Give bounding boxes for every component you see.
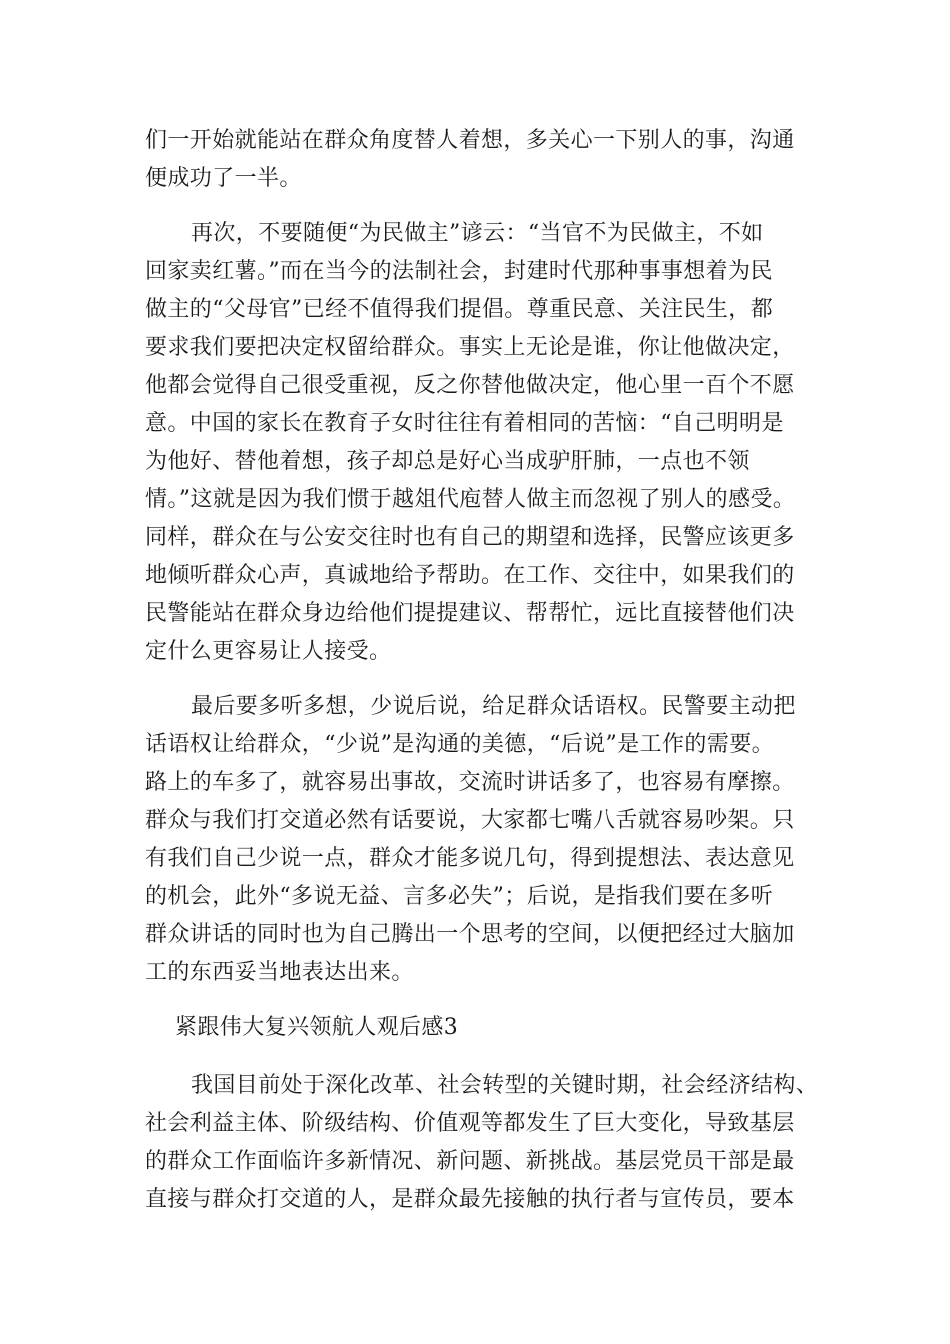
text-line: 们一开始就能站在群众角度替人着想，多关心一下别人的事，沟通 bbox=[145, 128, 795, 153]
text-line: 民警能站在群众身边给他们提提建议、帮帮忙，远比直接替他们决 bbox=[145, 601, 795, 626]
text-line: 同样，群众在与公安交往时也有自己的期望和选择，民警应该更多 bbox=[145, 525, 795, 550]
text-line: 回家卖红薯。”而在当今的法制社会，封建时代那种事事想着为民 bbox=[145, 259, 773, 284]
text-line: 群众讲话的同时也为自己腾出一个思考的空间，以便把经过大脑加 bbox=[145, 922, 795, 947]
section-heading: 紧跟伟大复兴领航人观后感3 bbox=[175, 1015, 459, 1040]
text-line: 他都会觉得自己很受重视，反之你替他做决定，他心里一百个不愿 bbox=[145, 373, 795, 398]
text-line: 的机会，此外“多说无益、言多必失”；后说，是指我们要在多听 bbox=[145, 884, 774, 909]
paragraph-3 bbox=[145, 688, 815, 992]
text-line: 为他好、替他着想，孩子却总是好心当成驴肝肺，一点也不领 bbox=[145, 449, 750, 474]
text-line: 定什么更容易让人接受。 bbox=[145, 639, 392, 664]
text-line: 要求我们要把决定权留给群众。事实上无论是谁，你让他做决定， bbox=[145, 335, 795, 360]
text-line: 情。”这就是因为我们惯于越俎代庖替人做主而忽视了别人的感受。 bbox=[145, 487, 796, 512]
text-line: 意。中国的家长在教育子女时往往有着相同的苦恼：“自己明明是 bbox=[145, 411, 784, 436]
text-line: 便成功了一半。 bbox=[145, 166, 302, 191]
text-line: 再次，不要随便“为民做主”谚云：“当官不为民做主，不如 bbox=[191, 221, 764, 246]
text-line: 社会利益主体、阶级结构、价值观等都发生了巨大变化，导致基层 bbox=[145, 1111, 795, 1136]
paragraph-4 bbox=[145, 1067, 819, 1219]
text-line: 工的东西妥当地表达出来。 bbox=[145, 960, 414, 985]
text-line: 的群众工作面临许多新情况、新问题、新挑战。基层党员干部是最 bbox=[145, 1149, 795, 1174]
text-line: 直接与群众打交道的人，是群众最先接触的执行者与宣传员，要本 bbox=[145, 1187, 795, 1212]
paragraph-2 bbox=[145, 215, 815, 671]
paragraph-1 bbox=[145, 122, 815, 198]
text-line: 做主的“父母官”已经不值得我们提倡。尊重民意、关注民生，都 bbox=[145, 297, 774, 322]
section-heading-block bbox=[145, 1009, 815, 1047]
text-line: 群众与我们打交道必然有话要说，大家都七嘴八舌就容易吵架。只 bbox=[145, 808, 795, 833]
text-line: 最后要多听多想，少说后说，给足群众话语权。民警要主动把 bbox=[191, 694, 796, 719]
text-line: 话语权让给群众，“少说”是沟通的美德，“后说”是工作的需要。 bbox=[145, 732, 774, 757]
text-line: 路上的车多了，就容易出事故，交流时讲话多了，也容易有摩擦。 bbox=[145, 770, 795, 795]
text-line: 我国目前处于深化改革、社会转型的关键时期，社会经济结构、 bbox=[191, 1073, 819, 1098]
text-line: 有我们自己少说一点，群众才能多说几句，得到提想法、表达意见 bbox=[145, 846, 795, 871]
text-line: 地倾听群众心声，真诚地给予帮助。在工作、交往中，如果我们的 bbox=[145, 563, 795, 588]
